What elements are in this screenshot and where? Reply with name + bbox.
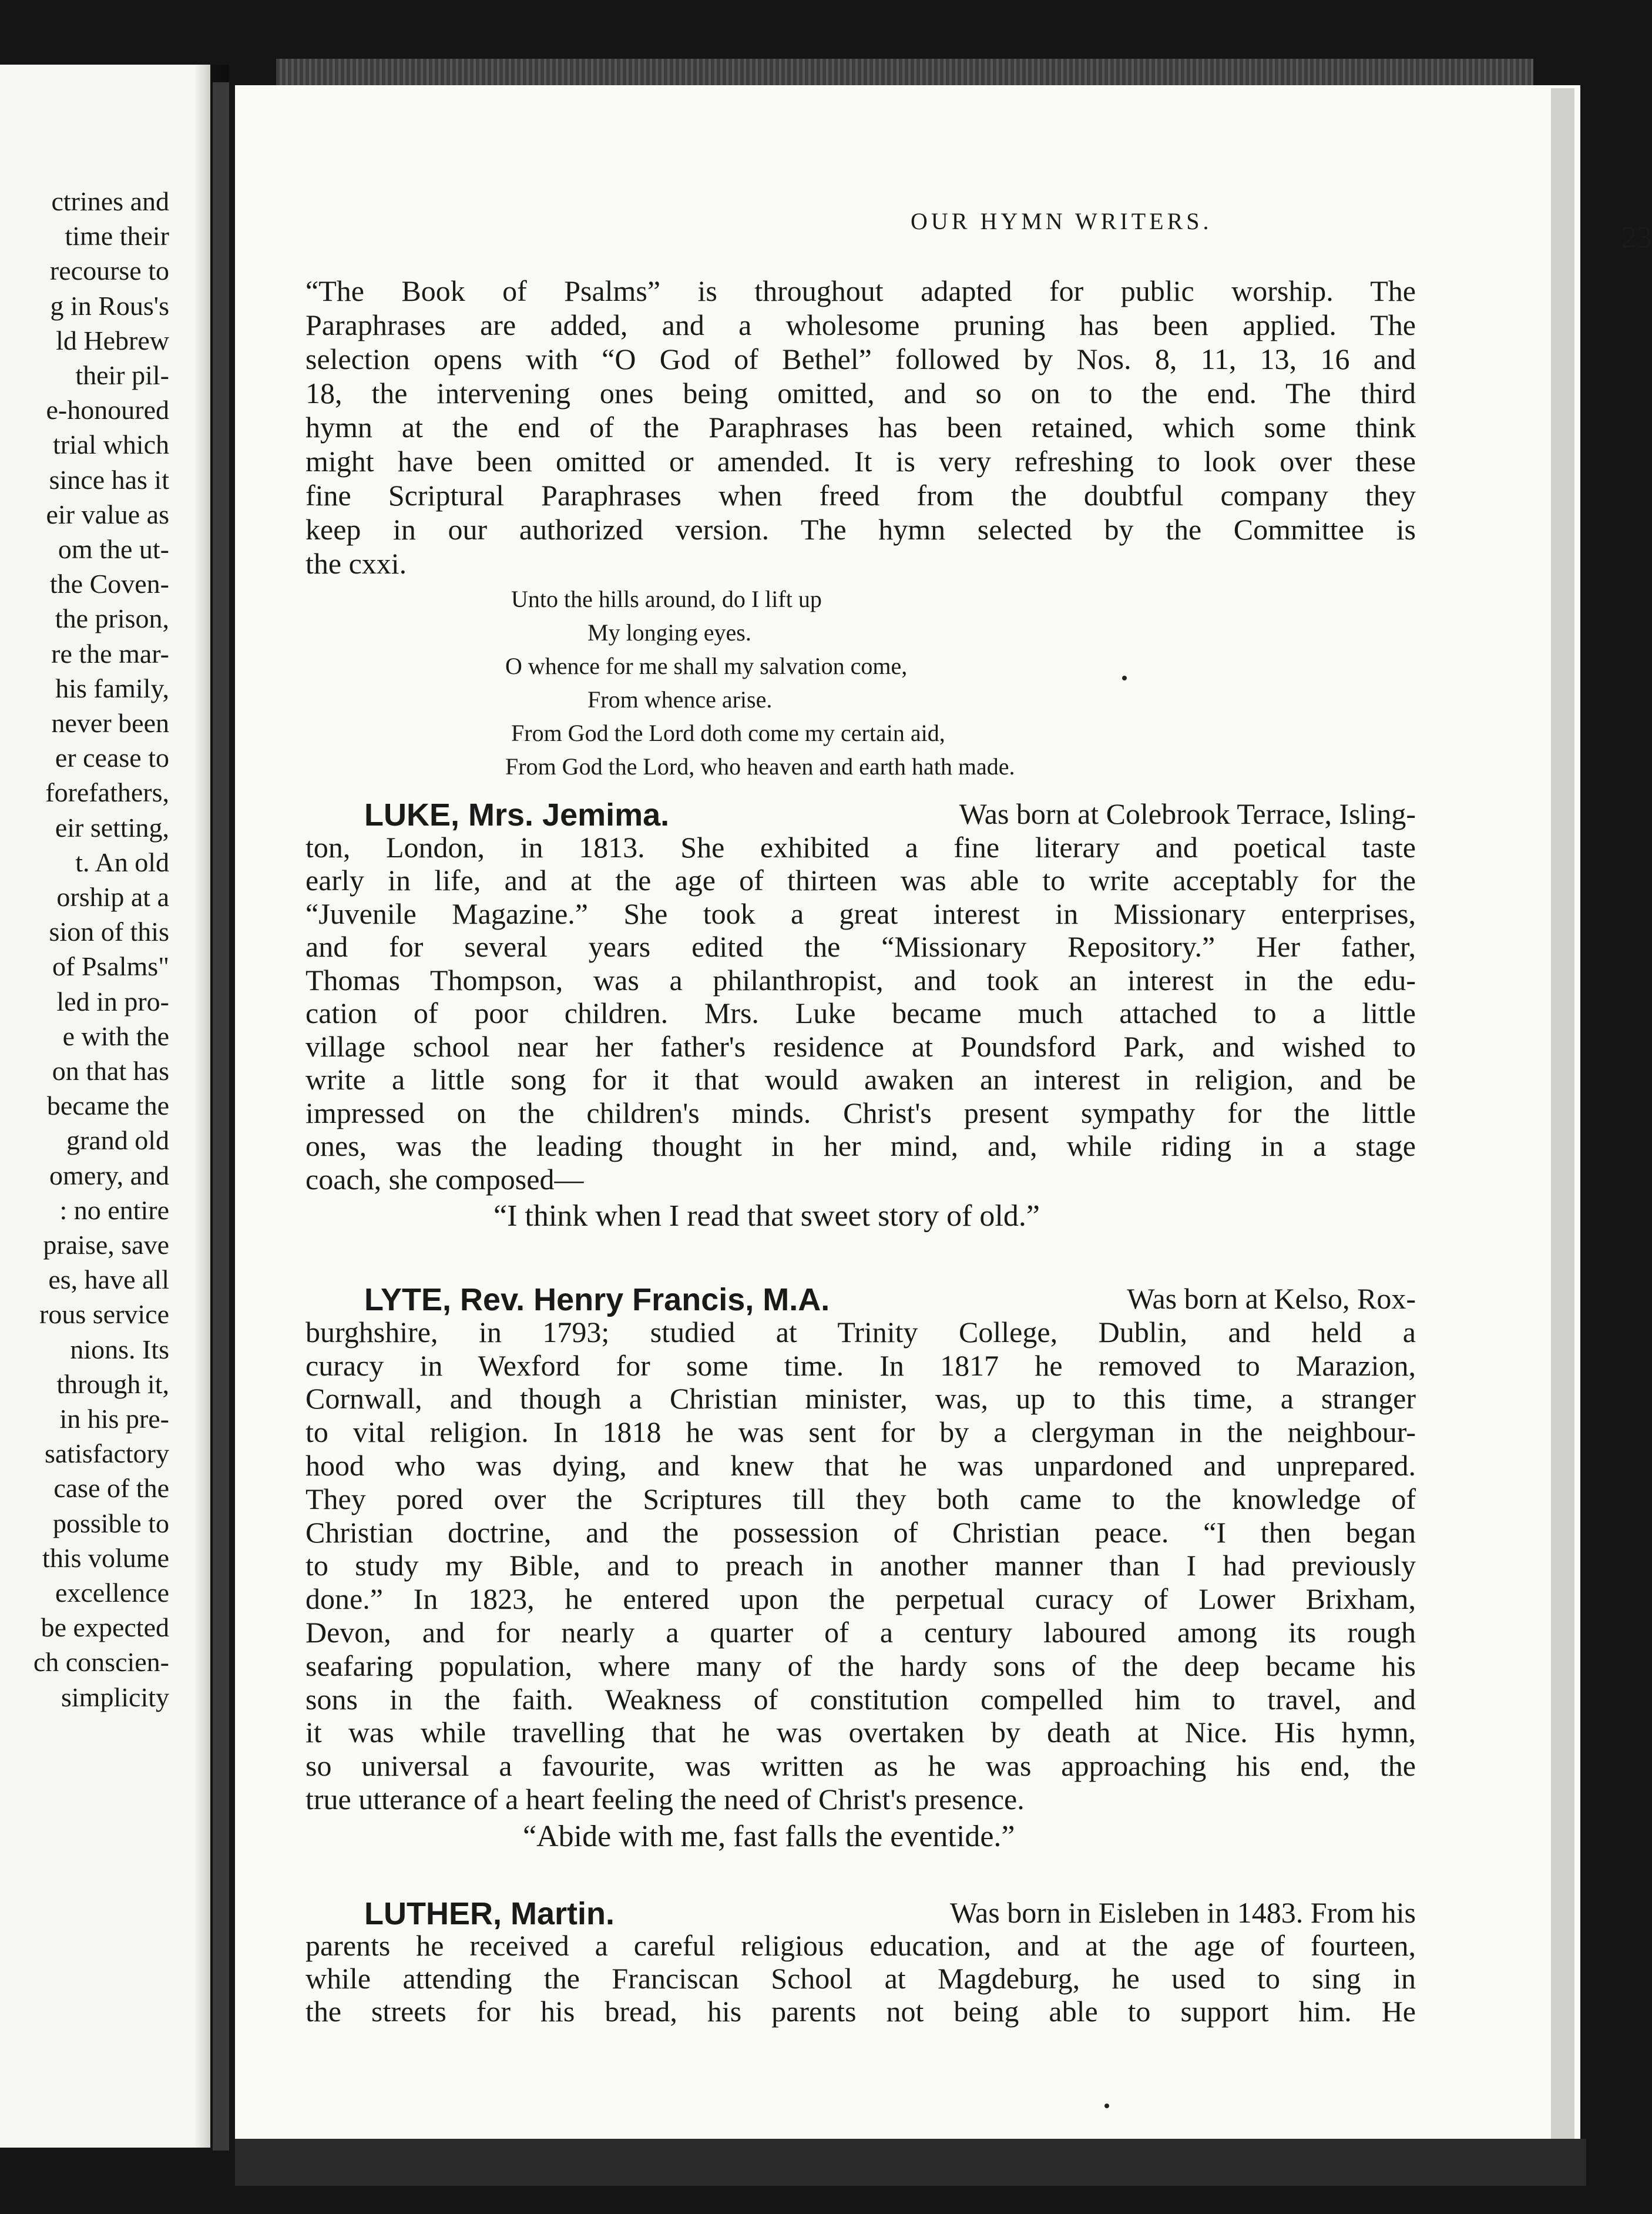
- left-page-line: their pil-: [75, 360, 169, 390]
- left-page-line: recourse to: [49, 256, 169, 286]
- left-page-line: er cease to: [55, 743, 169, 773]
- luke-text-line: and for several years edited the “Missionary Repository.” Her father,: [305, 930, 1416, 963]
- lyte-text-line: hood who was dying, and knew that he was unpardoned and unprepared.: [305, 1449, 1416, 1482]
- intro-line: Paraphrases are added, and a wholesome pruning has been applied. The: [305, 308, 1416, 341]
- lyte-text-line: curacy in Wexford for some time. In 1817 he removed to Marazion,: [305, 1348, 1416, 1382]
- luke-text-line: cation of poor children. Mrs. Luke became much attached to a little: [305, 997, 1416, 1029]
- lyte-text-line: so universal a favourite, was written as he was approaching his end, the: [305, 1749, 1416, 1783]
- luke-text-line: Thomas Thompson, was a philanthropist, and took an interest in the edu-: [305, 963, 1416, 997]
- luke-heading-line: [364, 799, 1416, 831]
- left-page-line: e-honoured: [46, 395, 169, 425]
- left-page-line: possible to: [52, 1508, 169, 1538]
- lyte-text-line: it was while travelling that he was overtaken by death at Nice. His hymn,: [305, 1716, 1416, 1749]
- luther-text-line: parents he received a careful religious education, and at the age of fourteen,: [305, 1929, 1416, 1962]
- left-page-line: om the ut-: [58, 534, 169, 564]
- left-page-line: nions. Its: [70, 1334, 169, 1364]
- ink-speck: [1104, 2104, 1109, 2108]
- lyte-text-line: They pored over the Scriptures till they both came to the knowledge of: [305, 1482, 1416, 1515]
- page-top-edge: [276, 59, 1533, 88]
- luke-text-line: early in life, and at the age of thirteen was able to write acceptably for the: [305, 864, 1416, 897]
- left-page-line: omery, and: [49, 1160, 169, 1190]
- page-bottom-edge: [235, 2139, 1586, 2186]
- luther-first-line: Was born in Eisleben in 1483. From his: [949, 1896, 1416, 1929]
- left-page-line: g in Rous's: [50, 290, 169, 321]
- left-page-line: time their: [65, 221, 169, 251]
- left-page-line: on that has: [52, 1056, 169, 1086]
- lyte-text-line: burghshire, in 1793; studied at Trinity College, Dublin, and held a: [305, 1315, 1416, 1348]
- left-page-line: this volume: [42, 1542, 169, 1573]
- luke-text-line: write a little song for it that would awaken an interest in religion, and be: [305, 1063, 1416, 1096]
- left-page-line: eir setting,: [55, 812, 169, 843]
- left-page-line: ctrines and: [51, 186, 169, 216]
- luther-text-line: the streets for his bread, his parents not being able to support him. He: [305, 1995, 1416, 2028]
- left-page-fragment: [0, 65, 210, 2148]
- running-head: OUR HYMN WRITERS.: [911, 208, 1213, 234]
- left-page-line: of Psalms": [52, 951, 169, 982]
- left-page-line: eir value as: [46, 499, 169, 529]
- lyte-name: LYTE, Rev. Henry Francis, M.A.: [364, 1282, 830, 1317]
- intro-line: keep in our authorized version. The hymn selected by the Committee is: [305, 513, 1416, 546]
- poem-line: My longing eyes.: [587, 619, 751, 646]
- lyte-text-line: to vital religion. In 1818 he was sent for by a clergyman in the neighbour-: [305, 1415, 1416, 1449]
- left-page-line: sion of this: [49, 917, 169, 947]
- left-page-line: t. An old: [75, 847, 169, 877]
- left-page-line: led in pro-: [56, 986, 169, 1017]
- poem-line: Unto the hills around, do I lift up: [511, 586, 822, 612]
- intro-line: selection opens with “O God of Bethel” followed by Nos. 8, 11, 13, 16 and: [305, 343, 1416, 375]
- left-page-line: the Coven-: [49, 569, 169, 599]
- luke-hymn-title: “I think when I read that sweet story of old.”: [493, 1199, 1040, 1233]
- luke-text-line: impressed on the children's minds. Christ's present sympathy for the little: [305, 1096, 1416, 1129]
- left-page-line: orship at a: [56, 882, 169, 912]
- luther-name: LUTHER, Martin.: [364, 1896, 615, 1931]
- left-page-line: be expected: [41, 1612, 169, 1643]
- lyte-text-line: seafaring population, where many of the hardy sons of the deep became his: [305, 1649, 1416, 1682]
- lyte-text-line: Christian doctrine, and the possession of Christian peace. “I then began: [305, 1515, 1416, 1549]
- poem-line: From whence arise.: [587, 686, 773, 713]
- intro-line: fine Scriptural Paraphrases when freed from the doubtful company they: [305, 479, 1416, 512]
- lyte-heading-line: [364, 1284, 1416, 1316]
- intro-line: 18, the intervening ones being omitted, and so on to the end. The third: [305, 377, 1416, 410]
- poem-line: From God the Lord, who heaven and earth hath made.: [505, 753, 1015, 780]
- left-page-line: the prison,: [55, 603, 169, 634]
- left-page-line: : no entire: [59, 1195, 169, 1225]
- left-page-line: trial which: [53, 430, 169, 460]
- lyte-text-line: sons in the faith. Weakness of constitution compelled him to travel, and: [305, 1682, 1416, 1716]
- page-number: 23: [1621, 221, 1652, 254]
- lyte-text-line: done.” In 1823, he entered upon the perpetual curacy of Lower Brixham,: [305, 1582, 1416, 1616]
- left-page-line: since has it: [49, 464, 169, 495]
- lyte-text-line: Devon, and for nearly a quarter of a century laboured among its rough: [305, 1616, 1416, 1649]
- luke-text-line: “Juvenile Magazine.” She took a great interest in Missionary enterprises,: [305, 897, 1416, 930]
- left-page-line: rous service: [39, 1299, 169, 1330]
- page-edge: [1551, 88, 1574, 2139]
- left-page-line: in his pre-: [59, 1404, 169, 1434]
- left-page-line: excellence: [55, 1578, 169, 1608]
- ink-speck: [1122, 676, 1127, 680]
- right-page: [235, 85, 1652, 2142]
- left-page-line: his family,: [55, 673, 169, 703]
- luke-first-line: Was born at Colebrook Terrace, Isling-: [959, 797, 1416, 830]
- left-page-line: es, have all: [48, 1264, 169, 1295]
- intro-line: might have been omitted or amended. It is very refreshing to look over these: [305, 445, 1416, 478]
- left-page-line: ch conscien-: [33, 1647, 169, 1678]
- left-page-line: e with the: [62, 1021, 169, 1051]
- left-page-line: grand old: [66, 1125, 169, 1156]
- intro-line: the cxxi.: [305, 547, 407, 580]
- intro-line: “The Book of Psalms” is throughout adapted for public worship. The: [305, 274, 1416, 307]
- left-page-line: praise, save: [43, 1230, 169, 1260]
- poem-line: From God the Lord doth come my certain aid,: [511, 720, 945, 746]
- left-page-line: case of the: [53, 1473, 169, 1504]
- book-gutter: [213, 82, 229, 2151]
- lyte-text-line: true utterance of a heart feeling the need of Christ's presence.: [305, 1783, 1025, 1816]
- left-page-line: satisfactory: [44, 1438, 169, 1469]
- luther-heading-line: [364, 1898, 1416, 1930]
- lyte-text-line: to study my Bible, and to preach in another manner than I had previously: [305, 1549, 1416, 1582]
- lyte-text-line: Cornwall, and though a Christian minister, was, up to this time, a stranger: [305, 1382, 1416, 1415]
- luke-text-line: village school near her father's residence at Poundsford Park, and wished to: [305, 1029, 1416, 1063]
- luke-text-line: ones, was the leading thought in her mind, and, while riding in a stage: [305, 1129, 1416, 1162]
- luther-text-line: while attending the Franciscan School at Magdeburg, he used to sing in: [305, 1962, 1416, 1995]
- left-page-line: forefathers,: [45, 777, 169, 808]
- intro-line: hymn at the end of the Paraphrases has been retained, which some think: [305, 411, 1416, 444]
- lyte-hymn-title: “Abide with me, fast falls the eventide.”: [523, 1819, 1015, 1853]
- luke-text-line: ton, London, in 1813. She exhibited a fine literary and poetical taste: [305, 830, 1416, 864]
- luke-text-line: coach, she composed—: [305, 1162, 584, 1196]
- lyte-first-line: Was born at Kelso, Rox-: [1127, 1282, 1416, 1315]
- left-page-line: re the mar-: [51, 638, 169, 669]
- left-page-line: through it,: [56, 1368, 169, 1399]
- left-page-line: ld Hebrew: [56, 325, 169, 355]
- left-page-line: became the: [46, 1091, 169, 1121]
- luke-name: LUKE, Mrs. Jemima.: [364, 797, 670, 833]
- poem-line: O whence for me shall my salvation come,: [505, 653, 908, 679]
- left-page-line: never been: [51, 708, 169, 738]
- left-page-line: simplicity: [61, 1682, 169, 1712]
